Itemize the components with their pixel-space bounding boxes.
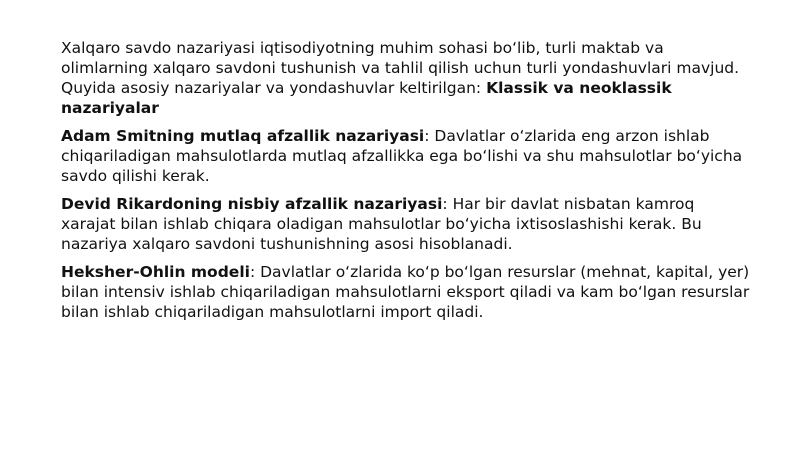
section-heading: Klassik va neoklassik nazariyalar bbox=[61, 79, 672, 117]
intro-paragraph bbox=[61, 38, 751, 118]
theory-title-ricardo: Devid Rikardoning nisbiy afzallik nazariyasi bbox=[61, 195, 443, 213]
theory-text-heckscher-ohlin: : Davlatlar oʻzlarida koʻp boʻlgan resurslar (mehnat, kapital, yer) bilan intensiv ishlab chiqariladigan mahsulotlarni eksport qiladi va kam boʻlgan resurslar bilan ishlab chiqariladigan mahsulotlarni import qiladi. bbox=[61, 263, 750, 321]
theory-paragraph-ricardo bbox=[61, 194, 751, 254]
intro-text: Xalqaro savdo nazariyasi iqtisodiyotning muhim sohasi boʻlib, turli maktab va olimlarning xalqaro savdoni tushunish va tahlil qilish uchun turli yondashuvlari mavjud. Quyida asosiy nazariyalar va yondashuvlar keltirilgan: bbox=[61, 39, 740, 97]
theory-title-heckscher-ohlin: Heksher-Ohlin modeli bbox=[61, 263, 250, 281]
theory-title-smith: Adam Smitning mutlaq afzallik nazariyasi bbox=[61, 127, 425, 145]
theory-text-smith: : Davlatlar oʻzlarida eng arzon ishlab chiqariladigan mahsulotlarda mutlaq afzallikka ega boʻlishi va shu mahsulotlar boʻyicha savdo qilishi kerak. bbox=[61, 127, 743, 185]
theory-text-ricardo: : Har bir davlat nisbatan kamroq xarajat bilan ishlab chiqara oladigan mahsulotlar boʻyicha ixtisoslashishi kerak. Bu nazariya xalqaro savdoni tushunishning asosi hisoblanadi. bbox=[61, 195, 702, 253]
theory-paragraph-smith bbox=[61, 126, 751, 186]
theory-paragraph-heckscher-ohlin bbox=[61, 262, 751, 322]
text-body bbox=[61, 38, 751, 330]
